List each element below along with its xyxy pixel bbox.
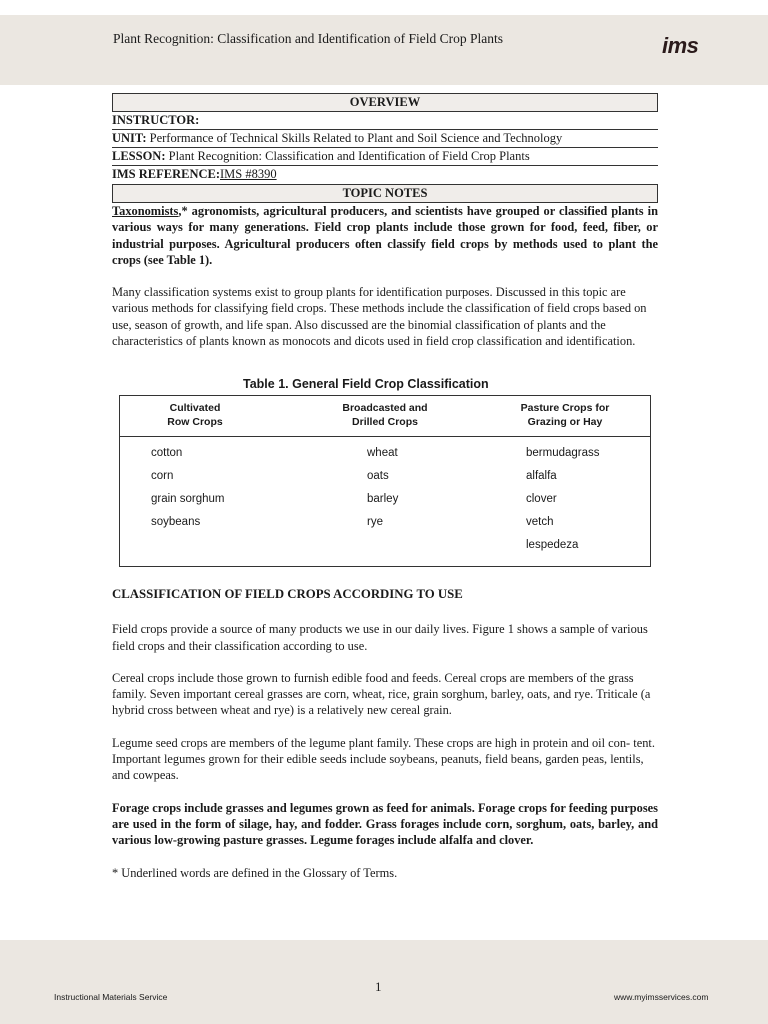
page-footer-band — [0, 940, 768, 1024]
section-heading: CLASSIFICATION OF FIELD CROPS ACCORDING TO USE — [112, 587, 463, 601]
glossary-link-taxonomists[interactable]: Taxonomists — [112, 204, 179, 218]
table-cell: vetch — [526, 516, 554, 528]
lesson-row — [112, 148, 658, 166]
intro-paragraph — [112, 203, 658, 268]
table-cell: rye — [367, 516, 383, 528]
table-divider — [120, 436, 650, 437]
ims-reference-label: IMS REFERENCE: — [112, 167, 220, 181]
glossary-footnote: * Underlined words are defined in the Glossary of Terms. — [112, 865, 398, 880]
column-header-line: Broadcasted and — [342, 402, 428, 414]
ims-reference-value: IMS #8390 — [220, 167, 277, 181]
forage-paragraph: Forage crops include grasses and legumes grown as feed for animals. Forage crops for feeding purposes are used in the form of silage, hay, and fodder. Grass forages include corn, sorghum, oats, barley, and various low-growing pasture grasses. Legume forages include alfalfa and clover. — [112, 800, 658, 848]
table-cell: bermudagrass — [526, 447, 600, 459]
lesson-value: Plant Recognition: Classification and Identification of Field Crop Plants — [165, 149, 530, 163]
instructor-row — [112, 112, 658, 130]
column-header-line: Cultivated — [169, 402, 221, 414]
page-number: 1 — [375, 979, 382, 994]
crop-classification-table — [119, 395, 651, 567]
unit-label: UNIT: — [112, 131, 147, 145]
table-cell: alfalfa — [526, 470, 557, 482]
lesson-label: LESSON: — [112, 149, 166, 163]
intro-paragraph-text: ,* agronomists, agricultural producers, and scientists have grouped or classified plants in various ways for many generations. Field crop plants include those grown for food, feed, fiber, or industrial purposes. Agricultural producers often classify field crops by methods used to plant the crops (see Table 1). — [112, 204, 658, 267]
table-cell: grain sorghum — [151, 493, 225, 505]
ims-logo — [662, 33, 698, 59]
table-cell: barley — [367, 493, 399, 505]
column-header-line: Pasture Crops for — [520, 402, 610, 414]
section-content — [112, 586, 658, 881]
instructor-label: INSTRUCTOR: — [112, 113, 200, 127]
footer-publisher: Instructional Materials Service — [54, 992, 168, 1002]
column-header-drilled-crops — [320, 402, 450, 429]
table-cell: wheat — [367, 447, 398, 459]
page-header-band — [0, 15, 768, 85]
ims-logo-text: ims — [662, 33, 699, 58]
column-header-line: Grazing or Hay — [527, 415, 603, 428]
column-header-line: Drilled Crops — [352, 415, 418, 428]
table-cell: corn — [151, 470, 174, 482]
column-header-row-crops — [140, 402, 250, 429]
ims-reference-row — [112, 166, 658, 183]
document-title: Plant Recognition: Classification and Identification of Field Crop Plants — [113, 31, 503, 46]
legume-paragraph: Legume seed crops are members of the legume plant family. These crops are high in protein and oil con- tent. Important legumes grown for their edible seeds include soybeans, peanuts, field beans, garden peas, lentils, and cowpeas. — [112, 735, 655, 783]
table-cell: clover — [526, 493, 557, 505]
main-content — [112, 93, 658, 349]
column-header-pasture-crops — [500, 402, 630, 429]
unit-row — [112, 130, 658, 148]
footer-website-link[interactable]: www.myimsservices.com — [614, 992, 709, 1002]
table-cell: cotton — [151, 447, 183, 459]
cereal-paragraph: Cereal crops include those grown to furnish edible food and feeds. Cereal crops are members of the grass family. Seven important cereal grasses are corn, wheat, rice, grain sorghum, barley, oats, and rye. Triticale (a hybrid cross between wheat and rye) is a relatively new cereal grain. — [112, 670, 651, 718]
table-cell: soybeans — [151, 516, 201, 528]
unit-value: Performance of Technical Skills Related to Plant and Soil Science and Technology — [146, 131, 563, 145]
table-cell: lespedeza — [526, 539, 579, 551]
table-caption: Table 1. General Field Crop Classification — [243, 377, 489, 391]
use-paragraph: Field crops provide a source of many products we use in our daily lives. Figure 1 shows a sample of various field crops and their classification according to use. — [112, 622, 648, 653]
topic-notes-heading: TOPIC NOTES — [112, 184, 658, 203]
table-cell: oats — [367, 470, 389, 482]
classification-paragraph: Many classification systems exist to group plants for identification purposes. Discussed in this topic are various methods for classifying field crops. These methods include the classification of field crops based on use, season of growth, and life span. Also discussed are the binomial classification of plants and the characteristics of plants known as monocots and dicots used in field crop classification and identification. — [112, 285, 647, 349]
column-header-line: Row Crops — [167, 415, 223, 428]
overview-heading: OVERVIEW — [112, 93, 658, 112]
